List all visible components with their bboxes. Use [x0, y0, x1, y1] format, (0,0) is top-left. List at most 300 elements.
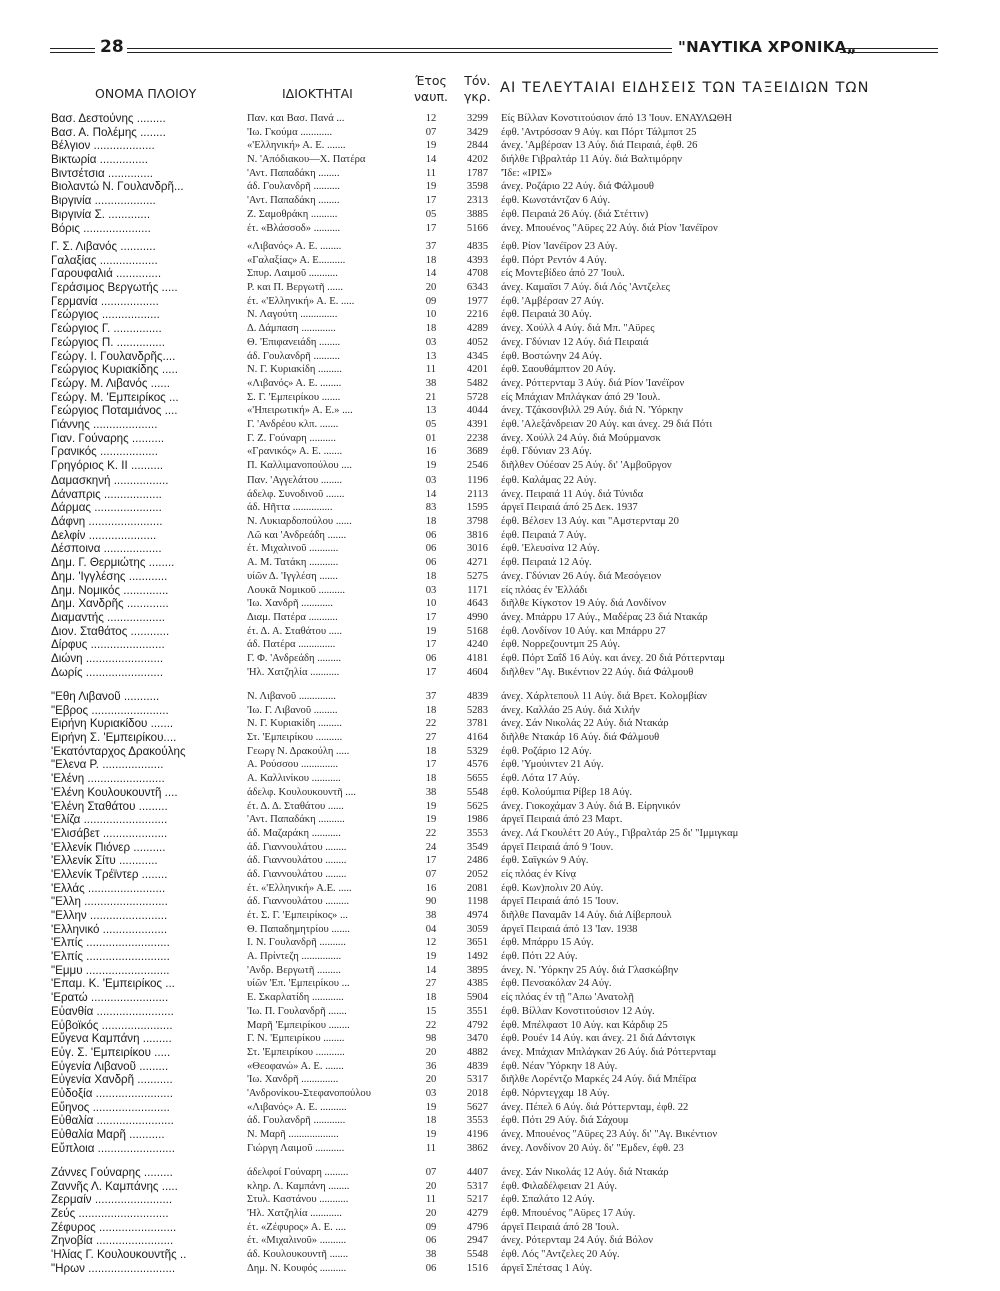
voyage-news: έφθ. Σπαλάτο 12 Αύγ.	[501, 1194, 595, 1206]
gross-tonnage: 5482	[466, 377, 488, 389]
journal-title: "ΝΑΥΤΙΚΑ ΧΡΟΝΙΚΑ„	[678, 38, 857, 56]
owner-name: Παν. 'Αγγελάτου ........	[247, 475, 343, 486]
table-row	[0, 800, 1000, 814]
gross-tonnage: 4385	[466, 978, 488, 990]
build-year: 11	[425, 167, 437, 179]
column-header-tonnage	[464, 73, 491, 105]
build-year: 19	[425, 800, 437, 812]
table-row	[0, 377, 1000, 391]
build-year: 18	[425, 992, 437, 1004]
gross-tonnage: 4201	[466, 364, 488, 376]
table-row	[0, 281, 1000, 295]
build-year: 27	[425, 978, 437, 990]
voyage-news: άνεχ. Μπουένος "Αϋρες 22 Αύγ. διά Ρίον 'Ιανέϊρον	[501, 222, 718, 234]
gross-tonnage: 6343	[466, 282, 488, 294]
gross-tonnage: 1198	[467, 896, 488, 908]
ship-name: "Ελενα Ρ. ...................	[51, 758, 164, 772]
gross-tonnage: 5275	[466, 570, 488, 582]
build-year: 11	[425, 1142, 437, 1154]
voyage-news: διήλθε Γιβραλτάρ 11 Αύγ. διά Βαλτιμόρην	[501, 154, 683, 166]
ship-group	[0, 690, 1000, 1155]
ship-name: Γαρουφαλιά ..............	[51, 267, 162, 281]
build-year: 20	[425, 1208, 437, 1220]
voyage-news: έφθ. Βοστώνην 24 Αύγ.	[501, 350, 602, 362]
gross-tonnage: 4052	[466, 336, 488, 348]
table-row	[0, 488, 1000, 502]
gross-tonnage: 4164	[466, 732, 488, 744]
table-row	[0, 1207, 1000, 1221]
build-year: 18	[425, 1115, 437, 1127]
table-row	[0, 350, 1000, 364]
gross-tonnage: 3885	[466, 208, 488, 220]
voyage-news: Είς Βίλλαν Κονστιτούσιον άπό 13 'Ιουν. ΕΝΑΥΛΩΘΗ	[501, 113, 733, 124]
ship-name: "Εμμυ ..........................	[51, 963, 170, 977]
ship-group	[0, 474, 1000, 679]
voyage-news: διῆλθε Ντακάρ 16 Αύγ. διά Φάλμουθ	[501, 732, 660, 744]
build-year: 07	[425, 1167, 437, 1178]
voyage-news: άργεῖ Πειραιά άπό 15 'Ιουν.	[501, 896, 619, 908]
voyage-news: έφθ. Φιλαδέλφειαν 21 Αύγ.	[501, 1180, 618, 1192]
gross-tonnage: 4202	[466, 154, 488, 166]
gross-tonnage: 4974	[466, 910, 488, 921]
table-row	[0, 950, 1000, 964]
build-year: 19	[425, 1129, 437, 1140]
table-row	[0, 638, 1000, 652]
owner-name: Λῶ και 'Ανδρεάδη .......	[247, 529, 347, 541]
voyage-news: έφθ. Σαουθάμπτον 20 Αύγ.	[501, 364, 616, 376]
page-header	[0, 0, 1000, 60]
ship-name: Γεώργ. Ι. Γουλανδρῆς....	[51, 349, 176, 363]
gross-tonnage: 3598	[466, 181, 488, 193]
build-year: 38	[425, 377, 437, 389]
voyage-news: άνεχ. Πειραιά 11 Αύγ. διά Τύνιδα	[501, 488, 644, 500]
ship-name: 'Ηλίας Γ. Κουλουκουντῆς ..	[51, 1248, 187, 1262]
ship-name: Δάναπρις ..................	[51, 487, 162, 501]
table-row	[0, 459, 1000, 473]
gross-tonnage: 3059	[466, 923, 488, 935]
owner-name: 'Ηλ. Χατζηλία ............	[247, 1208, 342, 1220]
voyage-news: είς πλόας έν 'Ελλάδι	[501, 584, 588, 596]
table-row	[0, 909, 1000, 923]
ship-name: Γεώργιος Π. ...............	[51, 335, 165, 349]
ship-name: Γρηγόριος Κ. ΙΙ ..........	[51, 459, 164, 472]
build-year: 20	[425, 1074, 437, 1086]
ship-name: Βασ. Α. Πολέμης ........	[51, 125, 166, 139]
gross-tonnage: 3895	[466, 964, 488, 976]
build-year: 11	[425, 1194, 437, 1206]
voyage-news: έφθ. 'Υμούιντεν 21 Αύγ.	[501, 759, 604, 771]
voyage-news: διῆλθε Παναμᾶν 14 Αύγ. διά Λίβερπουλ	[501, 910, 672, 921]
ship-name: Ζάννες Γούναρης .........	[51, 1166, 173, 1179]
build-year: 06	[425, 543, 437, 555]
build-year: 21	[425, 391, 437, 403]
ship-name: Διώνη ........................	[51, 651, 164, 665]
ship-name: Εὐγενία Λιβανοῦ .........	[51, 1059, 169, 1073]
owner-name: έτ. «Μιχαλινοῦ» ..........	[247, 1235, 347, 1247]
ship-name: "Εβρος ........................	[51, 703, 169, 717]
ship-name: Δημ. Νομικός ..............	[51, 583, 169, 597]
gross-tonnage: 3651	[466, 937, 488, 949]
voyage-news: άνεχ. Γδύνιαν 12 Αύγ. διά Πειραιά	[501, 336, 649, 348]
gross-tonnage: 4708	[466, 268, 488, 280]
voyage-news: άνεχ. Γιοκοχάμαν 3 Αύγ. διά Β. Είρηνικόν	[501, 800, 681, 812]
ship-name: Βιργινία ...................	[51, 194, 156, 208]
voyage-news: έφθ. Μπάρρυ 15 Αύγ.	[501, 937, 594, 949]
table-row	[0, 854, 1000, 868]
table-row	[0, 501, 1000, 515]
table-row	[0, 584, 1000, 598]
build-year: 12	[425, 113, 437, 124]
owner-name: άδ. Γιαννουλάτου .........	[247, 896, 350, 908]
voyage-news: άνεχ. Ρότερνταμ 24 Αύγ. διά Βόλον	[501, 1235, 654, 1247]
build-year: 18	[425, 745, 437, 757]
gross-tonnage: 4604	[466, 666, 488, 678]
voyage-news: έφθ. Πότι 29 Αύγ. διά Σάχουμ	[501, 1115, 629, 1127]
table-row	[0, 112, 1000, 126]
voyage-news: έφθ. Πόρτ Ρεντόν 4 Αύγ.	[501, 254, 607, 266]
gross-tonnage: 4792	[466, 1019, 488, 1031]
voyage-news: έφθ. Ρίον 'Ιανέϊρον 23 Αύγ.	[501, 241, 618, 252]
voyage-news: άνεχ. Χάρλτεπουλ 11 Αύγ. διά Βρετ. Κολομβίαν	[501, 691, 707, 702]
table-row	[0, 139, 1000, 153]
build-year: 17	[425, 639, 437, 651]
owner-name: Ν. Γ. Κυριακίδη .........	[247, 718, 342, 730]
ship-name: Βικτωρία ...............	[51, 153, 148, 167]
gross-tonnage: 3299	[466, 113, 488, 124]
table-row	[0, 1073, 1000, 1087]
owner-name: έτ. «'Ελληνική» Α.Ε. .....	[247, 882, 352, 894]
owner-name: άδ. Γιαννουλάτου ........	[247, 841, 347, 853]
ship-name: Γιάννης ....................	[51, 417, 158, 431]
gross-tonnage: 5627	[466, 1101, 488, 1113]
build-year: 06	[425, 529, 437, 541]
build-year: 83	[425, 502, 437, 514]
owner-name: Παν. και Βασ. Πανά ...	[247, 113, 345, 124]
voyage-news: έφθ. 'Αντρόσσαν 9 Αύγ. και Πόρτ Τάλμποτ 25	[501, 126, 697, 138]
owner-name: Δημ. Ν. Κουφός ..........	[247, 1262, 347, 1274]
build-year: 18	[425, 516, 437, 528]
owner-name: Ν. Λυκιαρδοπούλου ......	[247, 516, 352, 528]
build-year: 18	[425, 704, 437, 716]
owner-name: 'Ηλ. Χατζηλία ...........	[247, 666, 340, 678]
ship-name: Γεώργιος ..................	[51, 308, 160, 322]
gross-tonnage: 5904	[466, 992, 488, 1004]
owner-name: 'Ιω. Π. Γουλανδρῆ .......	[247, 1005, 347, 1017]
ship-name: Ειρήνη Σ. 'Εμπειρίκου....	[51, 731, 177, 745]
build-year: 18	[425, 570, 437, 582]
voyage-news: διῆλθεν "Αγ. Βικέντιον 22 Αύγ. διά Φάλμουθ	[501, 666, 694, 678]
ship-name: 'Εκατόνταρχος Δρακούλης	[51, 744, 186, 758]
ship-name: Γιαν. Γούναρης ..........	[51, 431, 165, 445]
gross-tonnage: 4391	[466, 418, 488, 430]
ship-name: Βασ. Δεστούνης .........	[51, 112, 166, 125]
build-year: 14	[425, 268, 437, 280]
header-rule-left	[50, 48, 95, 53]
gross-tonnage: 3816	[466, 529, 488, 541]
ship-name: Διαμαντής ..................	[51, 610, 166, 624]
voyage-news: άνεχ. Μπουένος "Αϋρες 23 Αύγ. δι' "Αγ. Βικέντιον	[501, 1129, 718, 1140]
build-year: 05	[425, 208, 437, 220]
build-year: 27	[425, 732, 437, 744]
build-year: 06	[425, 1262, 437, 1274]
owner-name: έτ. «'Ελληνική» Α. Ε. .....	[247, 295, 355, 307]
table-row	[0, 625, 1000, 639]
gross-tonnage: 1787	[466, 167, 488, 179]
ship-name: Δωρίς ........................	[51, 665, 164, 679]
owner-name: Π. Καλλιμανοπούλου ....	[247, 460, 352, 471]
owner-name: άδ. Πατέρα ..............	[247, 639, 336, 651]
table-row	[0, 1019, 1000, 1033]
owner-name: Ν. Γ. Κυριακίδη .........	[247, 364, 342, 376]
owner-name: «Λιβανός» Α. Ε. ........	[247, 241, 342, 252]
table-row	[0, 652, 1000, 666]
owner-name: άδ. Γιαννουλάτου ........	[247, 868, 347, 880]
table-row	[0, 758, 1000, 772]
gross-tonnage: 1196	[467, 475, 488, 486]
owner-name: Ζ. Σαμοθράκη ..........	[247, 208, 338, 220]
owner-name: άδ. Ηῆττα ...............	[247, 502, 333, 514]
table-row	[0, 254, 1000, 268]
gross-tonnage: 4796	[466, 1221, 488, 1233]
owner-name: Δ. Δάμπαση .............	[247, 323, 336, 335]
gross-tonnage: 4990	[466, 611, 488, 623]
ship-name: Δάρμας .....................	[51, 501, 162, 515]
table-row	[0, 731, 1000, 745]
owner-name: Ν. 'Απόδιακου—Χ. Πατέρα	[247, 154, 366, 166]
owner-name: 'Αντ. Παπαδάκη ........	[247, 195, 340, 207]
table-row	[0, 841, 1000, 855]
gross-tonnage: 5329	[466, 745, 488, 757]
build-year: 19	[425, 625, 437, 637]
table-row	[0, 1193, 1000, 1207]
voyage-news: άνεχ. Μπάρρυ 17 Αύγ., Μαδέρας 23 διά Ντακάρ	[501, 611, 708, 623]
gross-tonnage: 2081	[466, 882, 488, 894]
table-row	[0, 267, 1000, 281]
table-row	[0, 977, 1000, 991]
voyage-news: άργεῖ Πειραιά άπό 13 'Ιαν. 1938	[501, 923, 638, 935]
year-header-line2: ναυπ.	[414, 89, 448, 104]
voyage-news: έφθ. Πειραιά 26 Αύγ. (διά Στέττιν)	[501, 208, 649, 220]
owner-name: Α. Ρούσσου ..............	[247, 759, 339, 771]
table-row	[0, 786, 1000, 800]
build-year: 16	[425, 446, 437, 458]
build-year: 09	[425, 295, 437, 307]
ship-name: Ζηνοβία ........................	[51, 1234, 174, 1248]
build-year: 03	[425, 475, 437, 486]
owner-name: «'Ηπειρωτική» Α. Ε.» ....	[247, 405, 353, 417]
table-row	[0, 542, 1000, 556]
build-year: 24	[425, 841, 437, 853]
gross-tonnage: 2313	[466, 195, 488, 207]
owner-name: υίῶν 'Επ. 'Εμπειρίκου ...	[247, 978, 350, 990]
table-row	[0, 153, 1000, 167]
voyage-news: έφθ. 'Ελευσίνα 12 Αύγ.	[501, 543, 600, 555]
ship-name: 'Ελλάς ........................	[51, 881, 166, 895]
build-year: 16	[425, 882, 437, 894]
column-header-year	[414, 73, 448, 105]
table-row	[0, 556, 1000, 570]
voyage-news: άνεχ. Λονδίνον 20 Αύγ. δι' "Εμδεν, έφθ. 23	[501, 1142, 684, 1154]
ship-name: Γαλαξίας ..................	[51, 253, 158, 267]
voyage-news: έφθ. Κολούμπια Ρίβερ 18 Αύγ.	[501, 786, 633, 798]
gross-tonnage: 5548	[466, 786, 488, 798]
voyage-news: έφθ. 'Αμβέρσαν 27 Αύγ.	[501, 295, 604, 307]
table-row	[0, 1142, 1000, 1156]
voyage-news: είς πλόας έν Κίνᾳ	[501, 868, 577, 880]
gross-tonnage: 1516	[466, 1262, 488, 1274]
gross-tonnage: 3553	[466, 1115, 488, 1127]
ship-name: Γρανικός ..................	[51, 445, 158, 459]
header-rule-middle	[127, 48, 672, 53]
column-header-owners: ΙΔΙΟΚΤΗΤΑΙ	[282, 86, 353, 101]
owner-name: «'Ελληνική» Α. Ε. .......	[247, 140, 346, 152]
table-row	[0, 1101, 1000, 1115]
build-year: 10	[425, 598, 437, 610]
owner-name: έτ. Μιχαλινοῦ ...........	[247, 543, 339, 555]
ship-name: Εὐδοξία ........................	[51, 1086, 173, 1100]
ship-name: Δίρφυς .......................	[51, 638, 165, 652]
ship-name: Δελφίν .....................	[51, 528, 157, 542]
owner-name: Διαμ. Πατέρα ...........	[247, 611, 338, 623]
voyage-news: έφθ. Πειραιά 30 Αύγ.	[501, 309, 592, 321]
owner-name: 'Ιω. Γ. Λιβανοῦ .........	[247, 704, 338, 716]
build-year: 19	[425, 181, 437, 193]
voyage-news: είς πλόας έν τῇ "Απω 'Ανατολῇ	[501, 992, 634, 1004]
owner-name: Α. Καλλινίκου ...........	[247, 773, 341, 785]
owner-name: Ν. Λαγούτη ..............	[247, 309, 338, 321]
owner-name: άδ. Γιαννουλάτου ........	[247, 855, 347, 867]
table-row	[0, 827, 1000, 841]
owner-name: «Γαλαξίας» Α. Ε..........	[247, 254, 346, 266]
voyage-news: έφθ. Γδύνιαν 23 Αύγ.	[501, 446, 592, 458]
table-row	[0, 991, 1000, 1005]
owner-name: 'Ιω. Χανδρῆ ............	[247, 598, 333, 610]
column-header-latest-news: ΑΙ ΤΕΛΕΥΤΑΙΑΙ ΕΙΔΗΣΕΙΣ ΤΩΝ ΤΑΞΕΙΔΙΩΝ ΤΩΝ	[500, 80, 870, 96]
build-year: 06	[425, 1235, 437, 1247]
ship-name: Γεώργιος Κυριακίδης .....	[51, 363, 178, 377]
voyage-news: έφθ. Νορρεζουντμπ 25 Αύγ.	[501, 639, 621, 651]
build-year: 19	[425, 140, 437, 152]
gross-tonnage: 5655	[466, 773, 488, 785]
build-year: 07	[425, 868, 437, 880]
table-row	[0, 418, 1000, 432]
table-row	[0, 1166, 1000, 1180]
table-row	[0, 1221, 1000, 1235]
owner-name: άδ. Κουλουκουντῆ .......	[247, 1249, 349, 1261]
build-year: 19	[425, 460, 437, 471]
table-row	[0, 611, 1000, 625]
gross-tonnage: 5625	[466, 800, 488, 812]
build-year: 37	[425, 241, 437, 252]
build-year: 18	[425, 254, 437, 266]
owner-name: Ε. Σκαρλατίδη ............	[247, 992, 344, 1004]
table-row	[0, 813, 1000, 827]
voyage-news: έφθ. Πότι 22 Αύγ.	[501, 951, 578, 963]
owner-name: Ν. Μαρῆ ...................	[247, 1129, 339, 1140]
build-year: 17	[425, 222, 437, 234]
gross-tonnage: 2052	[466, 868, 488, 880]
ship-name: Εὐθαλία ........................	[51, 1114, 174, 1128]
table-row	[0, 515, 1000, 529]
ship-name: Ειρήνη Κυριακίδου .......	[51, 717, 174, 731]
ship-name: Δαμασκηνή .................	[51, 474, 169, 487]
voyage-news: έφθ. Κωνστάντζαν 6 Αύγ.	[501, 195, 611, 207]
build-year: 03	[425, 336, 437, 348]
table-row	[0, 923, 1000, 937]
table-row	[0, 1128, 1000, 1142]
table-row	[0, 432, 1000, 446]
ship-name: Εὐθαλία Μαρῆ ...........	[51, 1128, 165, 1141]
voyage-news: άνεχ. Σάν Νικολάς 22 Αύγ. διά Ντακάρ	[501, 718, 669, 730]
ship-name: Ζεύς ............................	[51, 1207, 169, 1221]
build-year: 07	[425, 126, 437, 138]
gross-tonnage: 5317	[466, 1074, 488, 1086]
voyage-news: διῆλθε Λορέντζο Μαρκές 24 Αύγ. διά Μπέϊρα	[501, 1074, 697, 1086]
build-year: 38	[425, 786, 437, 798]
gross-tonnage: 1171	[467, 584, 488, 596]
ship-name: Διον. Σταθάτος ............	[51, 624, 170, 638]
table-row	[0, 717, 1000, 731]
gross-tonnage: 2546	[466, 460, 488, 471]
gross-tonnage: 4835	[466, 241, 488, 252]
voyage-news: έφθ. Πειραιά 7 Αύγ.	[501, 529, 587, 541]
voyage-news: άνεχ. Ν. 'Υόρκην 25 Αύγ. διά Γλασκώβην	[501, 964, 679, 976]
table-row	[0, 222, 1000, 236]
ship-name: Βέλγιον ...................	[51, 139, 155, 153]
table-row	[0, 194, 1000, 208]
ship-name: Δέσποινα ..................	[51, 542, 162, 556]
build-year: 22	[425, 718, 437, 730]
owner-name: άδ. Γουλανδρῆ ..........	[247, 350, 340, 362]
table-row	[0, 180, 1000, 194]
ship-name: Εὐανθία ........................	[51, 1004, 174, 1018]
ship-name: Δάφνη .......................	[51, 515, 163, 529]
voyage-news: έφθ. Λονδίνον 10 Αύγ. και Μπάρρυ 27	[501, 625, 666, 637]
build-year: 03	[425, 1087, 437, 1099]
build-year: 18	[425, 773, 437, 785]
ship-name: Δημ. Χανδρῆς .............	[51, 597, 169, 611]
gross-tonnage: 4839	[466, 691, 488, 702]
voyage-news: άνεχ. 'Αμβέρσαν 13 Αύγ. διά Πειραιά, έφθ. 26	[501, 140, 698, 152]
build-year: 15	[425, 1005, 437, 1017]
owner-name: «Θεοφανώ» Α. Ε. .......	[247, 1060, 344, 1072]
build-year: 09	[425, 1221, 437, 1233]
owner-name: Λουκᾶ Νομικοῦ ..........	[247, 584, 346, 596]
gross-tonnage: 3549	[466, 841, 488, 853]
voyage-news: άργεῖ Πειραιά άπό 9 'Ιουν.	[501, 841, 614, 853]
build-year: 05	[425, 418, 437, 430]
table-row	[0, 529, 1000, 543]
table-row	[0, 895, 1000, 909]
ship-name: "Ελλην ........................	[51, 909, 168, 922]
table-row	[0, 597, 1000, 611]
voyage-news: άνεχ. Ροζάριο 22 Αύγ. διά Φάλμουθ	[501, 181, 654, 193]
owner-name: Στυλ. Καστάνου ...........	[247, 1194, 349, 1206]
voyage-news: έφθ. Καλάμας 22 Αύγ.	[501, 475, 597, 486]
table-row	[0, 240, 1000, 254]
column-header-ship-name: ΟΝΟΜΑ ΠΛΟΙΟΥ	[95, 86, 197, 101]
owner-name: Στ. 'Εμπειρίκου ...........	[247, 1046, 345, 1058]
ship-name: Εὔγενα Καμπάνη .........	[51, 1032, 172, 1046]
owner-name: έτ. «Ζέφυρος» Α. Ε. ....	[247, 1221, 347, 1233]
voyage-news: άργεῖ Πειραιά άπό 28 'Ιουλ.	[501, 1221, 619, 1233]
table-row	[0, 336, 1000, 350]
ship-name: Εὐγενία Χανδρῆ ...........	[51, 1073, 173, 1087]
build-year: 17	[425, 666, 437, 678]
ship-name: 'Ελένη Σταθάτου .........	[51, 799, 168, 813]
build-year: 22	[425, 1019, 437, 1031]
gross-tonnage: 4393	[466, 254, 488, 266]
